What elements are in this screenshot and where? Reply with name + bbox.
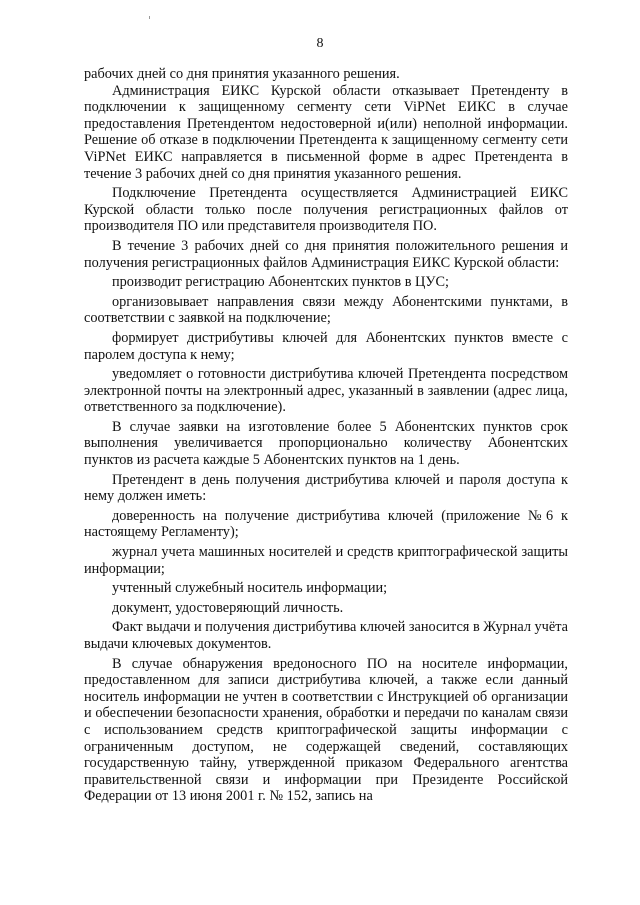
list-item-registration: производит регистрацию Абонентских пунктов в ЦУС; — [112, 274, 449, 291]
paragraph-must-have: Претендент в день получения дистрибутива ключей и пароля доступа к нему должен иметь: — [84, 471, 568, 505]
scan-speck — [149, 16, 150, 19]
paragraph-malware: В случае обнаружения вредоносного ПО на носителе информации, предоставленном для записи дистрибутива ключей, а также если данный носитель информации не учтен в соответствии с Инструкцией об организации и обеспечении безопасности хранения, обработки и передачи по каналам связи с использованием средств криптографической защиты информации с ограниченным доступом, не содержащей сведений, составляющих государственную тайну, утвержденной приказом Федерального агентства правительственной связи и информации при Президенте Российской Федерации от 13 июня 2001 г. № 152, запись на — [84, 655, 568, 805]
list-item-id-document: документ, удостоверяющий личность. — [112, 599, 344, 616]
paragraph-continuation: рабочих дней со дня принятия указанного решения. — [84, 66, 400, 82]
paragraph-refusal: Администрация ЕИКС Курской области отказывает Претенденту в подключении к защищенному сегменту сети ViPNet ЕИКС в случае предоставления Претендентом недостоверной и(или) неполной информации. Решение об отказе в подключении Претендента к защищенному сегменту сети ViPNet ЕИКС направляется в письменной форме в адрес Претендента в течение 3 рабочих дней со дня принятия указанного решения. — [84, 82, 568, 182]
list-item-power-of-attorney: доверенность на получение дистрибутива ключей (приложение №6 к настоящему Регламенту); — [84, 507, 568, 541]
list-item-directions: организовывает направления связи между Абонентскими пунктами, в соответствии с заявкой на подключение; — [84, 293, 568, 327]
list-item-notification: уведомляет о готовности дистрибутива ключей Претендента посредством электронной почты на электронный адрес, указанный в заявлении (адрес лица, ответственного за подключение). — [84, 366, 568, 416]
list-item-distributives: формирует дистрибутивы ключей для Абонентских пунктов вместе с паролем доступа к нему; — [84, 329, 568, 363]
paragraph-within-3-days: В течение 3 рабочих дней со дня принятия положительного решения и получения регистрационных файлов Администрация ЕИКС Курской области: — [84, 237, 568, 271]
paragraph-more-than-5: В случае заявки на изготовление более 5 Абонентских пунктов срок выполнения увеличивается пропорционально количеству Абонентских пунктов из расчета каждые 5 Абонентских пунктов на 1 день. — [84, 418, 568, 469]
list-item-journal: журнал учета машинных носителей и средств криптографической защиты информации; — [84, 544, 568, 577]
page-number: 8 — [316, 36, 324, 51]
paragraph-journal-record: Факт выдачи и получения дистрибутива ключей заносится в Журнал учёта выдачи ключевых документов. — [84, 619, 568, 652]
document-body — [84, 66, 568, 805]
paragraph-connection: Подключение Претендента осуществляется Администрацией ЕИКС Курской области только после получения регистрационных файлов от производителя ПО или представителя производителя ПО. — [84, 185, 568, 235]
list-item-media: учтенный служебный носитель информации; — [112, 580, 388, 597]
